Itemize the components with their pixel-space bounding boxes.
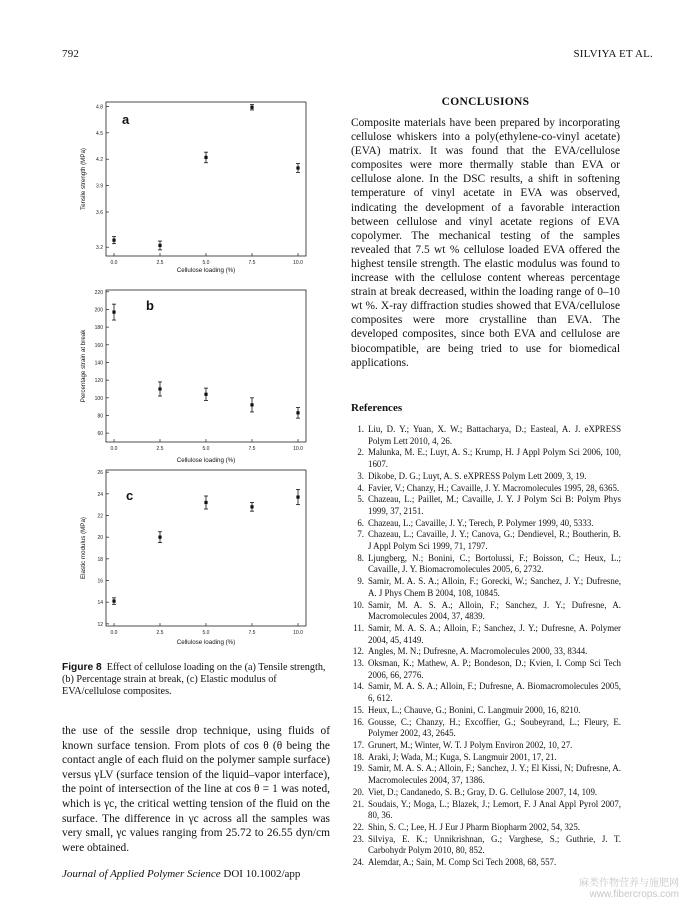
- data-point: [204, 152, 208, 163]
- running-head: SILVIYA ET AL.: [573, 48, 653, 60]
- reference-text: Oksman, K.; Mathew, A. P.; Bondeson, D.; Kvien, I. Comp Sci Tech 2006, 66, 2776.: [368, 658, 621, 680]
- reference-number: 8.: [357, 552, 364, 563]
- watermark-line-2: www.fibercrops.com: [589, 889, 679, 900]
- reference-number: 20.: [352, 786, 364, 797]
- reference-item: [351, 822, 621, 834]
- data-marker: [296, 411, 299, 414]
- reference-item: [351, 681, 621, 704]
- reference-number: 19.: [352, 763, 364, 774]
- watermark-line-1: 麻类作物营养与施肥网: [579, 878, 679, 889]
- y-tick-label: 100: [94, 395, 103, 402]
- data-point: [296, 490, 300, 505]
- data-marker: [204, 156, 207, 159]
- reference-text: Viet, D.; Candanedo, S. B.; Gray, D. G. Cellulose 2007, 14, 109.: [368, 786, 598, 797]
- reference-item: [351, 623, 621, 646]
- y-tick-label: 12: [97, 621, 103, 628]
- reference-item: [351, 553, 621, 576]
- figure-caption: [62, 662, 330, 698]
- data-marker: [250, 403, 253, 406]
- reference-text: Araki, J; Wada, M.; Kuga, S. Langmuir 2001, 17, 21.: [368, 751, 557, 762]
- reference-item: [351, 494, 621, 517]
- reference-text: Malunka, M. E.; Luyt, A. S.; Krump, H. J Appl Polym Sci 2006, 100, 1607.: [368, 447, 621, 470]
- plot-frame: [106, 102, 306, 256]
- data-point: [296, 408, 300, 419]
- x-tick-label: 7.5: [248, 630, 256, 636]
- page-number: 792: [62, 48, 80, 60]
- reference-number: 16.: [352, 716, 364, 727]
- reference-number: 3.: [357, 470, 364, 481]
- x-axis-label: Cellulose loading (%): [176, 457, 236, 464]
- reference-item: [351, 576, 621, 599]
- x-tick-label: 10.0: [293, 446, 303, 452]
- x-tick-label: 7.5: [248, 260, 256, 266]
- y-tick-label: 22: [97, 513, 103, 520]
- figure-8b-strain-chart: [78, 286, 318, 471]
- y-tick-label: 120: [94, 378, 103, 385]
- reference-item: [351, 799, 621, 822]
- data-point: [158, 382, 162, 396]
- reference-number: 24.: [352, 857, 364, 868]
- reference-text: Samir, M. A. S. A.; Alloin, F.; Sanchez, J. Y.; Dufresne, A. Macromolecules 2004, 37, 4839.: [368, 599, 621, 622]
- x-tick-label: 7.5: [248, 446, 256, 452]
- data-point: [112, 598, 116, 605]
- y-tick-label: 3.2: [96, 245, 103, 252]
- data-marker: [158, 536, 161, 539]
- references-list: [351, 424, 621, 869]
- reference-text: Samir, M. A. S. A.; Alloin, F.; Dufresne, A. Biomacromolecules 2005, 6, 612.: [368, 681, 621, 704]
- figure-caption-label: Figure 8: [62, 662, 102, 673]
- reference-text: Samir, M. A. S. A.; Alloin, F.; Sanchez, J. Y.; El Kissi, N; Dufresne, A. Macromolecules 2004, 37, 1386.: [368, 763, 621, 786]
- reference-item: [351, 483, 621, 495]
- left-column-body-text: the use of the sessile drop technique, using fluids of known surface tension. From plots of cos θ (θ being the contact angle of each fluid on the polymer sample surface) versus γLV (surface tension of the liquid–vapor interface), the point of intersection of the line at cos θ = 1 was noted, which is γc, the critical wetting tension of the fluid on the surface. The difference in γc across all the samples was very small, γc values ranging from 25.72 to 26.55 dyn/cm were obtained.: [62, 725, 330, 854]
- y-tick-label: 18: [97, 556, 103, 563]
- reference-item: [351, 740, 621, 752]
- panel-label: b: [146, 298, 154, 313]
- y-tick-label: 4.5: [96, 130, 103, 137]
- data-marker: [250, 505, 253, 508]
- y-tick-label: 200: [94, 307, 103, 314]
- reference-item: [351, 705, 621, 717]
- data-marker: [112, 599, 115, 602]
- x-tick-label: 2.5: [156, 630, 164, 636]
- y-tick-label: 80: [97, 413, 103, 420]
- data-marker: [158, 244, 161, 247]
- reference-item: [351, 471, 621, 483]
- reference-item: [351, 857, 621, 869]
- reference-text: Dikobe, D. G.; Luyt, A. S. eXPRESS Polym Lett 2009, 3, 19.: [368, 470, 587, 481]
- x-tick-label: 2.5: [156, 260, 164, 266]
- data-point: [250, 105, 254, 110]
- y-tick-label: 16: [97, 578, 103, 585]
- reference-text: Ljungberg, N.; Bonini, C.; Bortolussi, F.; Boisson, C.; Heux, L.; Cavaille, J. Y. Biomacromolecules 2005, 6, 2732.: [368, 552, 621, 575]
- data-point: [250, 398, 254, 412]
- reference-number: 1.: [357, 424, 364, 434]
- reference-number: 13.: [352, 658, 364, 669]
- reference-number: 2.: [357, 447, 364, 458]
- reference-text: Silviya, E. K.; Unnikrishnan, G.; Varghese, S.; Guthrie, J. T. Carbohydr Polym 2010, 80, 852.: [368, 833, 621, 856]
- data-point: [112, 237, 116, 244]
- reference-text: Chazeau, L.; Paillet, M.; Cavaille, J. Y. J Polym Sci B: Polym Phys 1999, 37, 2151.: [368, 494, 621, 516]
- reference-text: Samir, M. A. S. A.; Alloin, F.; Sanchez, J. Y.; Dufresne, A. Polymer 2004, 45, 4149.: [368, 622, 621, 645]
- x-axis-label: Cellulose loading (%): [176, 267, 236, 274]
- data-point: [296, 164, 300, 173]
- y-tick-label: 3.9: [96, 183, 103, 190]
- watermark: [559, 878, 679, 900]
- x-tick-label: 0.0: [110, 446, 118, 452]
- reference-text: Angles, M. N.; Dufresne, A. Macromolecules 2000, 33, 8344.: [368, 646, 588, 657]
- y-tick-label: 180: [94, 325, 103, 332]
- reference-number: 21.: [352, 798, 364, 809]
- reference-item: [351, 646, 621, 658]
- y-tick-label: 140: [94, 360, 103, 367]
- reference-number: 4.: [357, 482, 364, 493]
- reference-text: Gousse, C.; Chanzy, H.; Excoffier, G.; Soubeyrand, L.; Fleury, E. Polymer 2002, 43, 2645.: [368, 716, 621, 739]
- reference-number: 23.: [352, 833, 364, 844]
- reference-text: Soudais, Y.; Moga, L.; Blazek, J.; Lemort, F. J Anal Appl Pyrol 2007, 80, 36.: [368, 798, 621, 821]
- plot-frame: [106, 290, 306, 442]
- reference-number: 7.: [357, 529, 364, 540]
- y-tick-label: 4.8: [96, 104, 103, 111]
- data-point: [250, 503, 254, 512]
- y-tick-label: 220: [94, 289, 103, 296]
- y-tick-label: 4.2: [96, 157, 103, 164]
- data-marker: [204, 501, 207, 504]
- conclusions-text: Composite materials have been prepared by incorporating cellulose whiskers into a poly(ethylene-co-vinyl acetate) (EVA) matrix. It was found that the EVA/cellulose composites were more thermally stable than EVA or cellulose alone. In the DSC results, a shift in softening temperature of vinyl acetate in EVA was observed, indicating the development of a favorable interaction between cellulose and vinyl acetate regions of EVA copolymer. The mechanical testing of the samples revealed that 7.5 wt % cellulose loaded EVA offered the highest tensile strength. The elastic modulus was found to increase with the cellulose content whereas percentage strain at break decreased, within the loading range of 0–10 wt %. X-ray diffraction studies showed that EVA/cellulose composites were more crystalline than EVA. The developed composites, since both EVA and cellulose are biocompatible, are being tried to use for biomedical applications.: [351, 117, 620, 369]
- data-point: [158, 532, 162, 543]
- figure-caption-text: Effect of cellulose loading on the (a) Tensile strength, (b) Percentage strain at break, (c) Elastic modulus of EVA/cellulose composites.: [62, 662, 326, 697]
- panel-label: c: [126, 488, 134, 503]
- plot-frame: [106, 470, 306, 626]
- data-marker: [204, 393, 207, 396]
- reference-text: Chazeau, L.; Cavaille, J. Y.; Terech, P. Polymer 1999, 40, 5333.: [368, 517, 594, 528]
- y-tick-label: 14: [97, 600, 103, 607]
- x-tick-label: 5.0: [202, 630, 210, 636]
- reference-text: Heux, L.; Chauve, G.; Bonini, C. Langmuir 2000, 16, 8210.: [368, 704, 581, 715]
- reference-item: [351, 600, 621, 623]
- reference-item: [351, 529, 621, 552]
- reference-item: [351, 518, 621, 530]
- journal-name: Journal of Applied Polymer Science: [62, 868, 221, 880]
- reference-item: [351, 447, 621, 470]
- data-point: [204, 496, 208, 509]
- data-marker: [158, 387, 161, 390]
- reference-text: Alemdar, A.; Sain, M. Comp Sci Tech 2008, 68, 557.: [368, 857, 557, 868]
- reference-item: [351, 752, 621, 764]
- panel-label: a: [122, 112, 130, 127]
- reference-text: Samir, M. A. S. A.; Alloin, F.; Gorecki, W.; Sanchez, J. Y.; Dufresne, A. J Phys Chem B 2004, 108, 10845.: [368, 576, 621, 598]
- reference-text: Favier, V.; Chanzy, H.; Cavaille, J. Y. Macromolecules 1995, 28, 6365.: [368, 482, 620, 493]
- data-marker: [112, 239, 115, 242]
- reference-number: 15.: [352, 704, 364, 715]
- data-marker: [296, 166, 299, 169]
- reference-item: [351, 763, 621, 786]
- page-footer: [62, 868, 300, 880]
- reference-number: 9.: [357, 576, 364, 587]
- y-axis-label: Tensile strength (MPa): [80, 148, 87, 210]
- reference-number: 17.: [352, 739, 364, 750]
- reference-number: 18.: [352, 751, 364, 762]
- y-tick-label: 24: [97, 491, 103, 498]
- data-point: [204, 388, 208, 400]
- data-marker: [112, 310, 115, 313]
- reference-number: 22.: [352, 821, 364, 832]
- x-axis-label: Cellulose loading (%): [176, 639, 236, 646]
- figure-8c-modulus-chart: [78, 466, 318, 656]
- reference-item: [351, 717, 621, 740]
- conclusions-heading: CONCLUSIONS: [441, 96, 530, 108]
- reference-text: Chazeau, L.; Cavaille, J. Y.; Canova, G.; Dendievel, R.; Boutherin, B. J Appl Polym Sci 1999, 71, 1797.: [368, 529, 621, 552]
- data-marker: [296, 495, 299, 498]
- reference-item: [351, 834, 621, 857]
- data-marker: [250, 106, 253, 109]
- journal-doi: DOI 10.1002/app: [223, 868, 301, 880]
- x-tick-label: 10.0: [293, 630, 303, 636]
- y-tick-label: 3.6: [96, 210, 103, 216]
- reference-item: [351, 424, 621, 447]
- x-tick-label: 5.0: [202, 446, 210, 452]
- y-tick-label: 60: [97, 431, 103, 438]
- y-tick-label: 20: [97, 535, 103, 542]
- reference-text: Grunert, M.; Winter, W. T. J Polym Environ 2002, 10, 27.: [368, 739, 573, 750]
- reference-number: 10.: [352, 599, 364, 610]
- data-point: [158, 241, 162, 250]
- y-axis-label: Percentage strain at break: [80, 329, 87, 403]
- figure-8a-tensile-chart: [78, 96, 318, 281]
- x-tick-label: 5.0: [202, 260, 210, 266]
- reference-text: Liu, D. Y.; Yuan, X. W.; Battacharya, D.; Easteal, A. J. eXPRESS Polym Lett 2010, 4, 26.: [368, 424, 621, 446]
- reference-number: 14.: [352, 681, 364, 692]
- reference-item: [351, 658, 621, 681]
- reference-number: 11.: [353, 622, 364, 633]
- x-tick-label: 2.5: [156, 446, 164, 452]
- y-tick-label: 160: [94, 342, 103, 349]
- reference-number: 5.: [357, 494, 364, 505]
- reference-number: 12.: [352, 646, 364, 657]
- y-tick-label: 26: [97, 470, 103, 477]
- y-axis-label: Elastic modulus (MPa): [80, 517, 87, 579]
- data-point: [112, 304, 116, 320]
- x-tick-label: 0.0: [110, 260, 118, 266]
- x-tick-label: 0.0: [110, 630, 118, 636]
- reference-item: [351, 787, 621, 799]
- x-tick-label: 10.0: [293, 260, 303, 266]
- reference-number: 6.: [357, 517, 364, 528]
- references-heading: References: [351, 402, 403, 414]
- reference-text: Shin, S. C.; Lee, H. J Eur J Pharm Biopharm 2002, 54, 325.: [368, 821, 581, 832]
